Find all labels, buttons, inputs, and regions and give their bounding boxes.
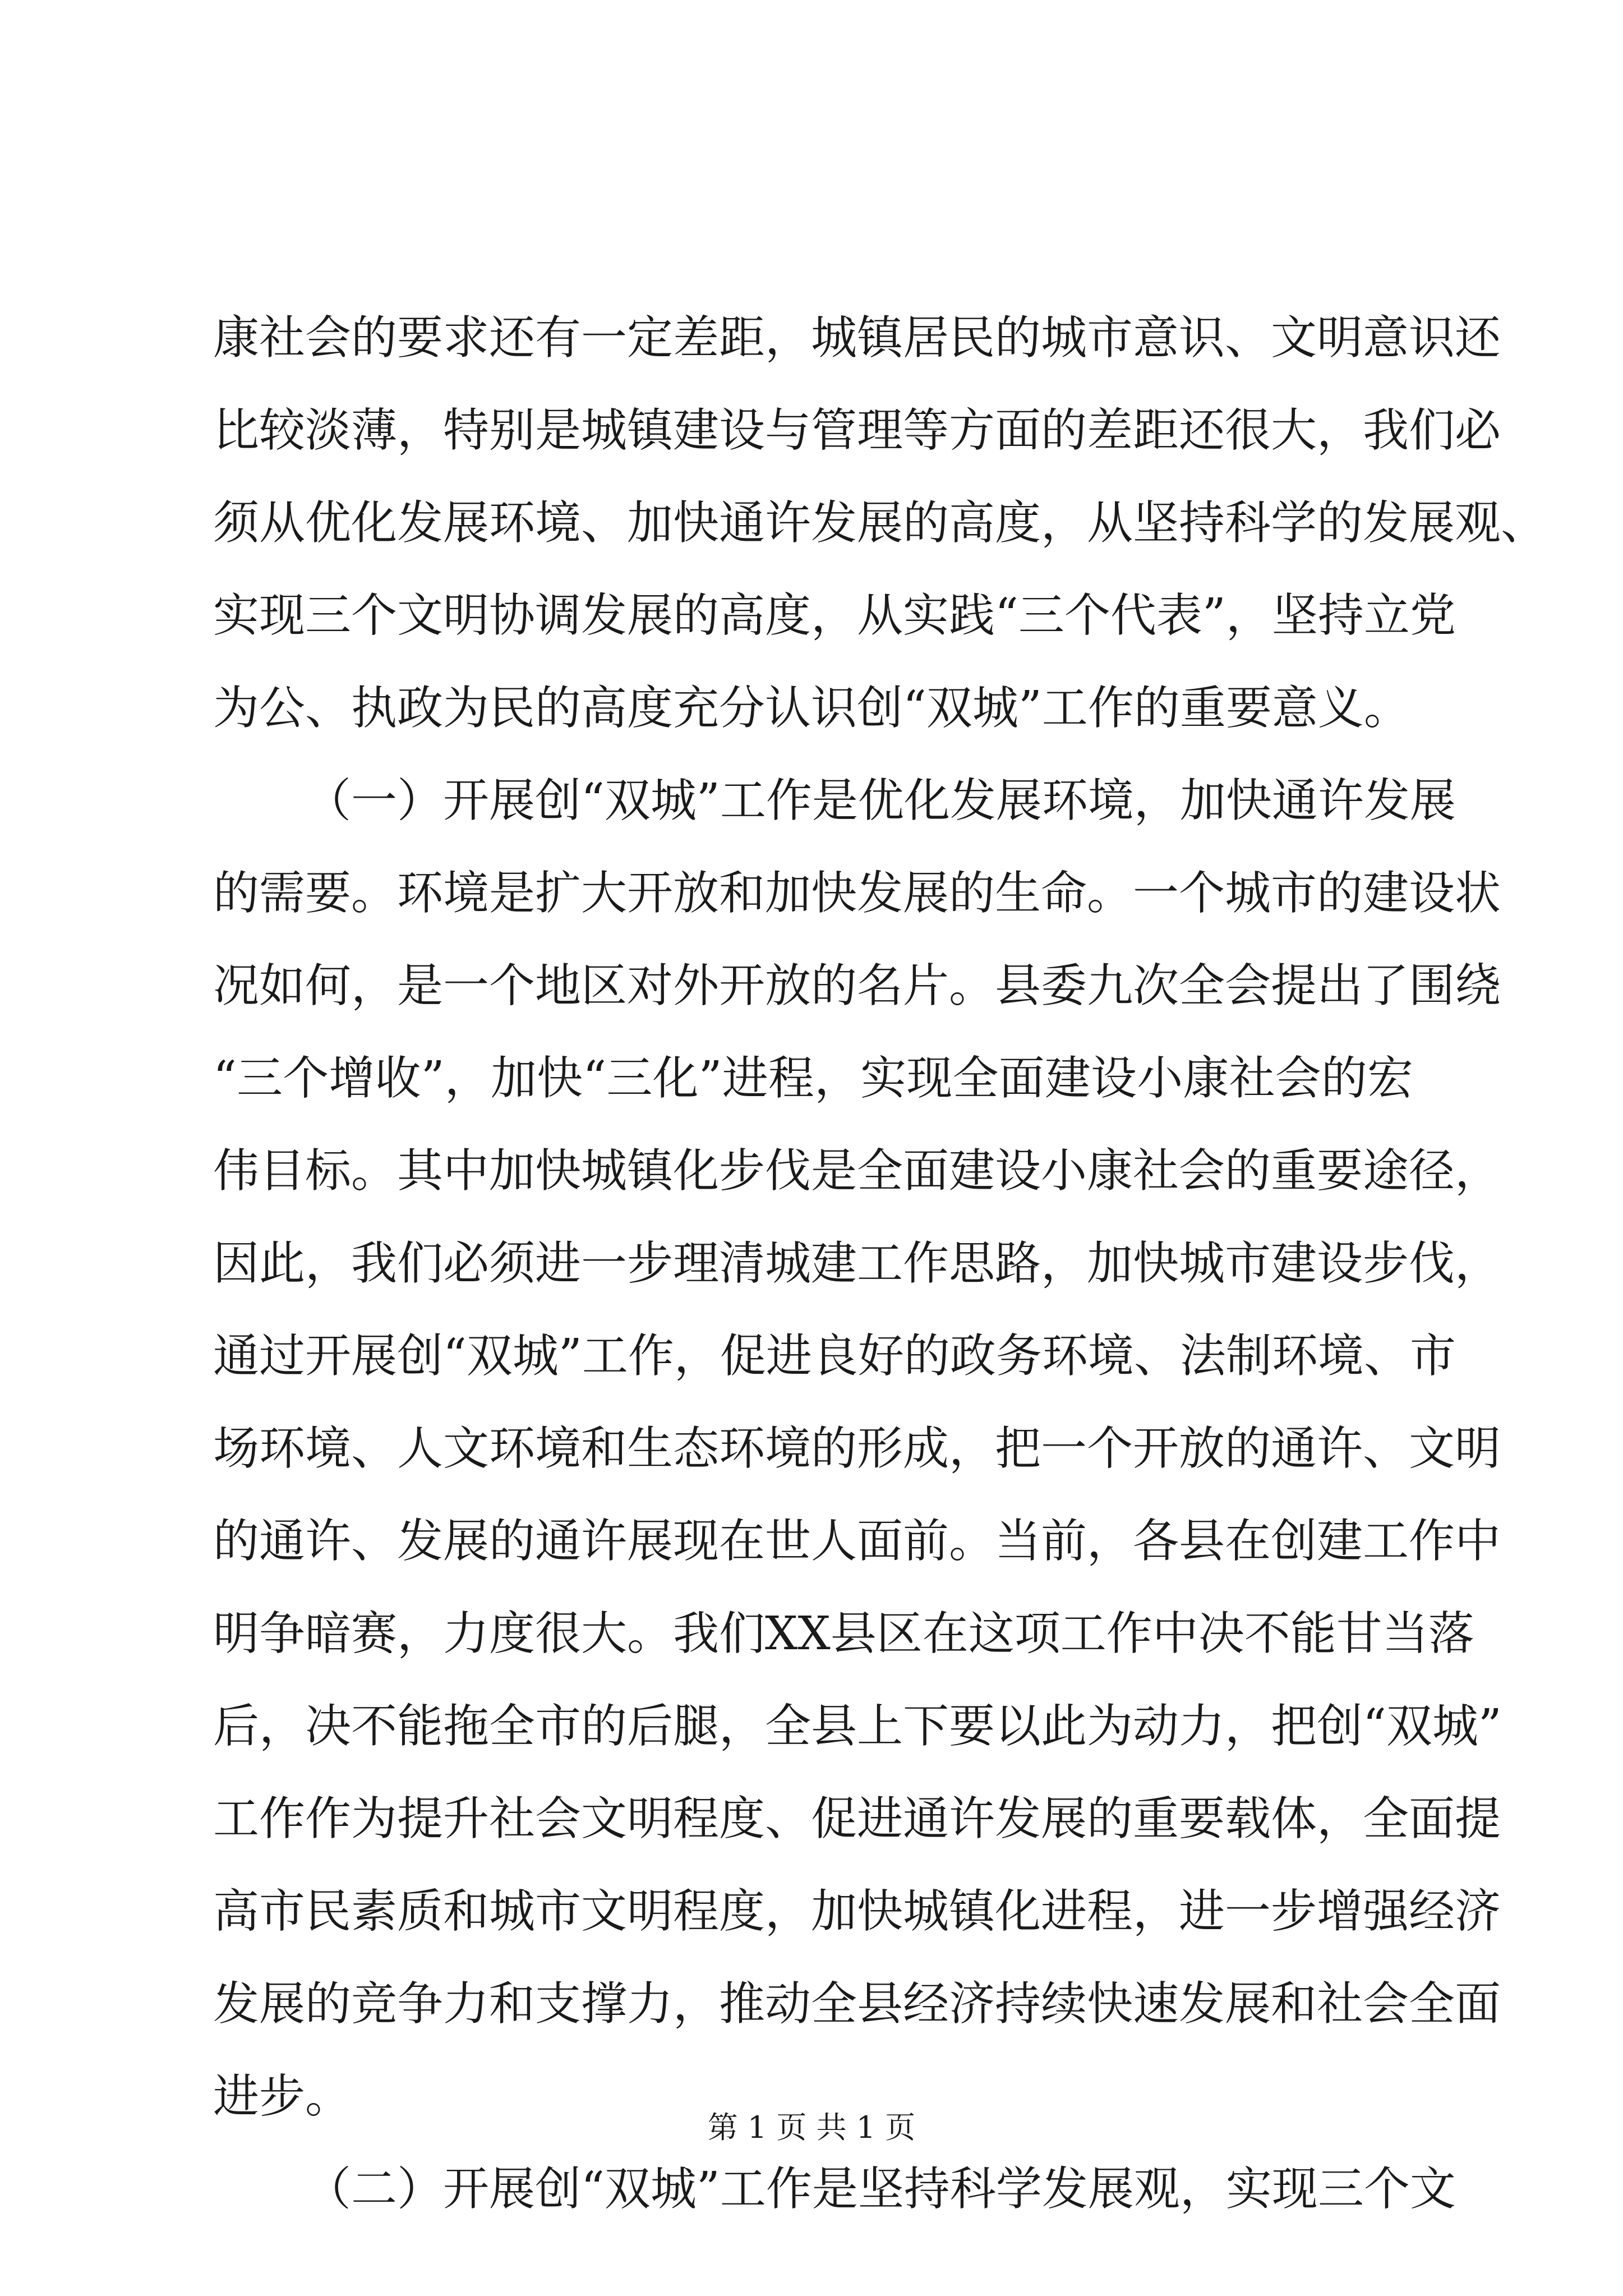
text-line: 况如何，是一个地区对外开放的名片。县委九次全会提出了围绕 [213, 959, 1501, 1013]
text-line: 因此，我们必须进一步理清城建工作思路，加快城市建设步伐， [213, 1237, 1501, 1290]
text-line: 的需要。环境是扩大开放和加快发展的生命。一个城市的建设状 [213, 867, 1501, 920]
text-line: 为公、执政为民的高度充分认识创“双城”工作的重要意义。 [213, 682, 1410, 735]
text-line: 康社会的要求还有一定差距，城镇居民的城市意识、文明意识还 [213, 311, 1501, 365]
text-line: （二）开展创“双城”工作是坚持科学发展观，实现三个文 [305, 2162, 1456, 2216]
text-line: 通过开展创“双城”工作，促进良好的政务环境、法制环境、市 [213, 1329, 1456, 1383]
document-body [213, 292, 1547, 2235]
text-line: 明争暗赛，力度很大。我们XX县区在这项工作中决不能甘当落 [213, 1607, 1474, 1660]
text-line: 伟目标。其中加快城镇化步伐是全面建设小康社会的重要途径， [213, 1144, 1501, 1198]
text-line: 工作作为提升社会文明程度、促进通许发展的重要载体，全面提 [213, 1792, 1501, 1846]
text-line: 发展的竞争力和支撑力，推动全县经济持续快速发展和社会全面 [213, 1977, 1501, 2031]
text-line: “三个增收”，加快“三化”进程，实现全面建设小康社会的宏 [213, 1052, 1413, 1105]
text-line: 场环境、人文环境和生态环境的形成，把一个开放的通许、文明 [213, 1422, 1501, 1475]
text-line: 须从优化发展环境、加快通许发展的高度，从坚持科学的发展观、 [213, 496, 1547, 550]
text-line: 比较淡薄，特别是城镇建设与管理等方面的差距还很大，我们必 [213, 404, 1501, 457]
text-line: 进步。 [213, 2070, 352, 2123]
page-footer: 第 1 页 共 1 页 [707, 2110, 916, 2145]
text-line: 的通许、发展的通许展现在世人面前。当前，各县在创建工作中 [213, 1515, 1501, 1568]
text-line: 后，决不能拖全市的后腿，全县上下要以此为动力，把创“双城” [213, 1700, 1502, 1753]
text-line: （一）开展创“双城”工作是优化发展环境，加快通许发展 [305, 774, 1456, 827]
text-line: 实现三个文明协调发展的高度，从实践“三个代表”，坚持立党 [213, 589, 1456, 642]
text-line: 高市民素质和城市文明程度，加快城镇化进程，进一步增强经济 [213, 1885, 1501, 1938]
